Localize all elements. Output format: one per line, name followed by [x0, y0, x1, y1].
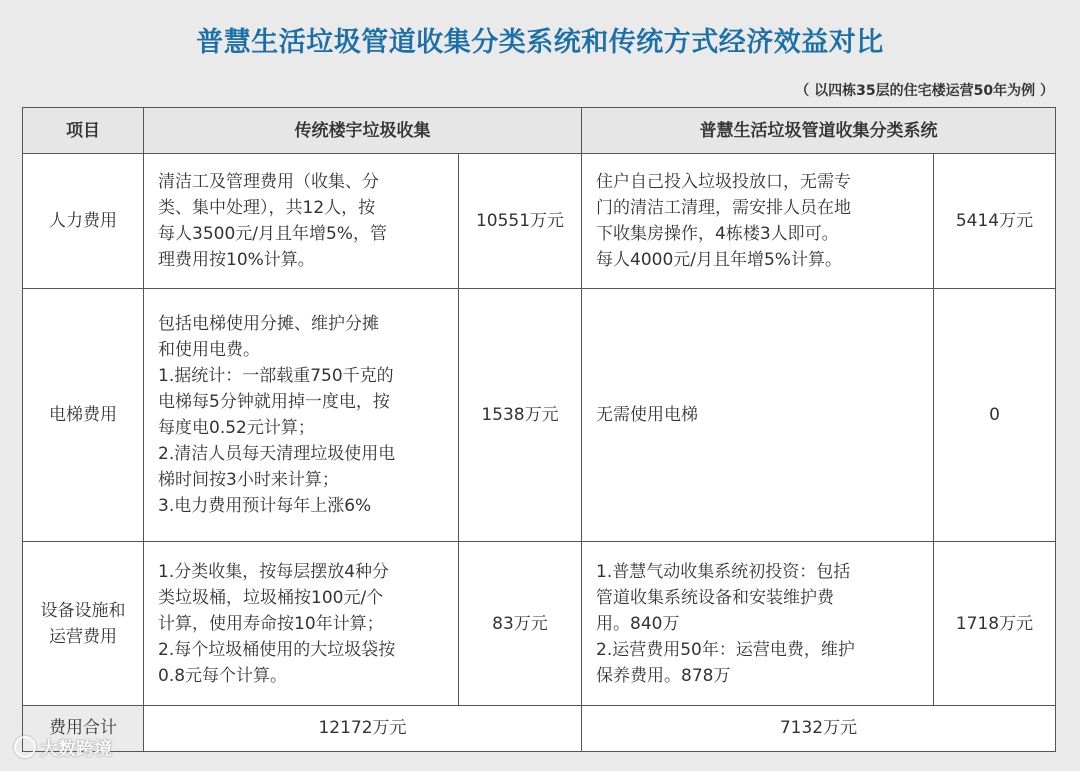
- traditional-description: [144, 542, 459, 706]
- brand-logo-icon: [14, 736, 36, 758]
- row-label-line: 运营费用: [49, 626, 117, 647]
- puhui-amount: 1718万元: [934, 542, 1056, 706]
- desc-line: 2.运营费用50年：运营电费，维护: [596, 639, 855, 660]
- desc-line: 理费用按10%计算。: [158, 250, 315, 271]
- header-puhui: 普慧生活垃圾管道收集分类系统: [582, 108, 1056, 154]
- desc-line: 无需使用电梯: [596, 405, 698, 426]
- desc-line: 清洁工及管理费用（收集、分: [158, 172, 379, 193]
- desc-line: 电梯每5分钟就用掉一度电，按: [158, 392, 390, 413]
- puhui-description: [582, 542, 934, 706]
- desc-line: 0.8元每个计算。: [158, 665, 288, 686]
- desc-line: 保养费用。878万: [596, 665, 731, 686]
- desc-line: 住户自己投入垃圾投放口，无需专: [596, 172, 851, 193]
- total-traditional: 12172万元: [144, 705, 582, 751]
- desc-line: 门的清洁工清理，需安排人员在地: [596, 198, 851, 219]
- table-row: [23, 542, 1056, 706]
- desc-line: 管道收集系统设备和安装维护费: [596, 587, 834, 608]
- traditional-description: [144, 154, 459, 289]
- header-row: [23, 108, 1056, 154]
- total-puhui: 7132万元: [582, 705, 1056, 751]
- watermark-text: 大数跨境: [40, 739, 112, 760]
- traditional-description: [144, 289, 459, 542]
- puhui-amount: 0: [934, 289, 1056, 542]
- desc-line: 包括电梯使用分摊、维护分摊: [158, 314, 379, 335]
- traditional-amount: 1538万元: [459, 289, 582, 542]
- desc-line: 1.分类收集，按每层摆放4种分: [158, 561, 390, 582]
- puhui-amount: 5414万元: [934, 154, 1056, 289]
- desc-line: 类垃圾桶，垃圾桶按100元/个: [158, 587, 384, 608]
- puhui-description: [582, 154, 934, 289]
- desc-line: 计算，使用寿命按10年计算；: [158, 613, 384, 634]
- row-label-line: 设备设施和: [40, 600, 126, 621]
- header-item: 项目: [23, 108, 144, 154]
- page-title: 普慧生活垃圾管道收集分类系统和传统方式经济效益对比: [196, 27, 884, 58]
- traditional-amount: 10551万元: [459, 154, 582, 289]
- desc-line: 每人3500元/月且年增5%，管: [158, 224, 387, 245]
- row-label: [23, 154, 144, 289]
- desc-line: 1.据统计：一部载重750千克的: [158, 366, 394, 387]
- desc-line: 梯时间按3小时来计算；: [158, 470, 339, 491]
- traditional-amount: 83万元: [459, 542, 582, 706]
- desc-line: 1.普慧气动收集系统初投资：包括: [596, 561, 851, 582]
- comparison-table: [22, 107, 1056, 752]
- table-row: [23, 289, 1056, 542]
- total-label: 费用合计: [23, 705, 144, 751]
- desc-line: 下收集房操作，4栋楼3人即可。: [596, 224, 839, 245]
- desc-line: 3.电力费用预计每年上涨6%: [158, 496, 372, 517]
- desc-line: 用。840万: [596, 613, 680, 634]
- desc-line: 每度电0.52元计算；: [158, 418, 315, 439]
- desc-line: 2.每个垃圾桶使用的大垃圾袋按: [158, 639, 396, 660]
- desc-line: 每人4000元/月且年增5%计算。: [596, 250, 842, 271]
- total-row: [23, 705, 1056, 751]
- desc-line: 类、集中处理），共12人，按: [158, 198, 376, 219]
- desc-line: 2.清洁人员每天清理垃圾使用电: [158, 444, 396, 465]
- header-traditional: 传统楼宇垃圾收集: [144, 108, 582, 154]
- row-label: [23, 289, 144, 542]
- puhui-description: [582, 289, 934, 542]
- table-row: [23, 154, 1056, 289]
- row-label-line: 人力费用: [49, 211, 117, 232]
- desc-line: 和使用电费。: [158, 340, 260, 361]
- table-note: （ 以四栋35层的住宅楼运营50年为例 ）: [795, 83, 1054, 99]
- row-label-line: 电梯费用: [49, 405, 117, 426]
- watermark: [14, 735, 112, 761]
- row-label: [23, 542, 144, 706]
